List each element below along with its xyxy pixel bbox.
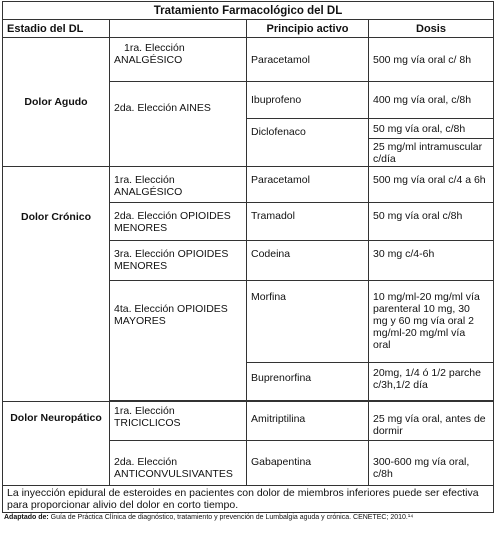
election-class: OPIOIDES MENORES (114, 210, 231, 234)
dose-cell: 400 mg vía oral, c/8h (369, 82, 494, 119)
dose-cell: 500 mg vía oral c/4 a 6h (369, 167, 494, 203)
election-cell (110, 82, 247, 167)
stage-label: Dolor Neuropático (10, 412, 102, 424)
header-principle: Principio activo (247, 20, 369, 38)
header-election (110, 20, 247, 38)
election-label: 3ra. Elección (114, 248, 175, 260)
dose-cell: 25 mg/ml intramuscular c/día (369, 139, 494, 167)
drug-cell: Morfina (247, 281, 369, 363)
drug-cell: Paracetamol (247, 167, 369, 203)
election-label: 2da. Elección (114, 210, 178, 222)
dose-cell: 50 mg vía oral c/8h (369, 203, 494, 241)
stage-dolor-agudo: Dolor Agudo (3, 38, 110, 167)
election-class: ANALGÉSICO (114, 186, 183, 198)
table-title: Tratamiento Farmacológico del DL (3, 2, 494, 20)
election-class: AINES (179, 102, 211, 114)
election-label: 1ra. Elección (114, 174, 175, 186)
election-cell (110, 167, 247, 203)
dose-cell: 20mg, 1/4 ó 1/2 parche c/3h,1/2 día (369, 363, 494, 401)
source-label: Adaptado de: (4, 514, 49, 521)
election-label: 2da. Elección (114, 456, 178, 468)
election-class: ANTICONVULSIVANTES (114, 468, 233, 480)
stage-dolor-cronico (3, 167, 110, 402)
drug-cell: Gabapentina (247, 441, 369, 486)
drug-cell: Amitriptilina (247, 402, 369, 441)
election-class: ANALGÉSICO (114, 54, 183, 66)
election-cell (110, 402, 247, 441)
drug-cell: Tramadol (247, 203, 369, 241)
treatment-table (2, 1, 494, 513)
dose-cell: 30 mg c/4-6h (369, 241, 494, 281)
drug-cell: Codeina (247, 241, 369, 281)
election-cell (110, 241, 247, 281)
election-class: OPIOIDES MENORES (114, 248, 229, 272)
header-dose: Dosis (369, 20, 494, 38)
dose-cell: 50 mg vía oral, c/8h (369, 119, 494, 139)
election-cell (110, 203, 247, 241)
drug-cell: Diclofenaco (247, 119, 369, 167)
election-cell (110, 38, 247, 82)
election-label: 1ra. Elección (124, 42, 185, 54)
drug-cell: Ibuprofeno (247, 82, 369, 119)
dose-cell: 10 mg/ml-20 mg/ml vía parenteral 10 mg, 30 mg y 60 mg vía oral 2 mg/ml-20 mg/ml vía oral (369, 281, 494, 363)
election-label: 2da. Elección (114, 102, 178, 114)
election-label: 1ra. Elección (114, 405, 175, 417)
election-label: 4ta. Elección (114, 303, 175, 315)
header-stage: Estadio del DL (3, 20, 110, 38)
election-cell (110, 441, 247, 486)
drug-cell: Paracetamol (247, 38, 369, 82)
table-note: La inyección epidural de esteroides en pacientes con dolor de miembros inferiores puede ser efectiva para proporcionar alivio del dolor en corto tiempo. (3, 486, 494, 513)
stage-dolor-neuropatico (3, 402, 110, 486)
dose-cell: 500 mg vía oral c/ 8h (369, 38, 494, 82)
drug-cell: Buprenorfina (247, 363, 369, 401)
dose-cell: 300-600 mg vía oral, c/8h (369, 441, 494, 486)
election-cell (110, 281, 247, 401)
election-class: OPIOIDES MAYORES (114, 303, 228, 327)
dose-cell: 25 mg vía oral, antes de dormir (369, 402, 494, 441)
stage-label: Dolor Crónico (21, 211, 91, 223)
election-class: TRICICLICOS (114, 417, 181, 429)
source-text: Guía de Práctica Clínica de diagnóstico, tratamiento y prevención de Lumbalgia aguda y crónica. CENETEC; 2010.¹⁴ (48, 514, 414, 521)
source-citation (4, 514, 493, 523)
